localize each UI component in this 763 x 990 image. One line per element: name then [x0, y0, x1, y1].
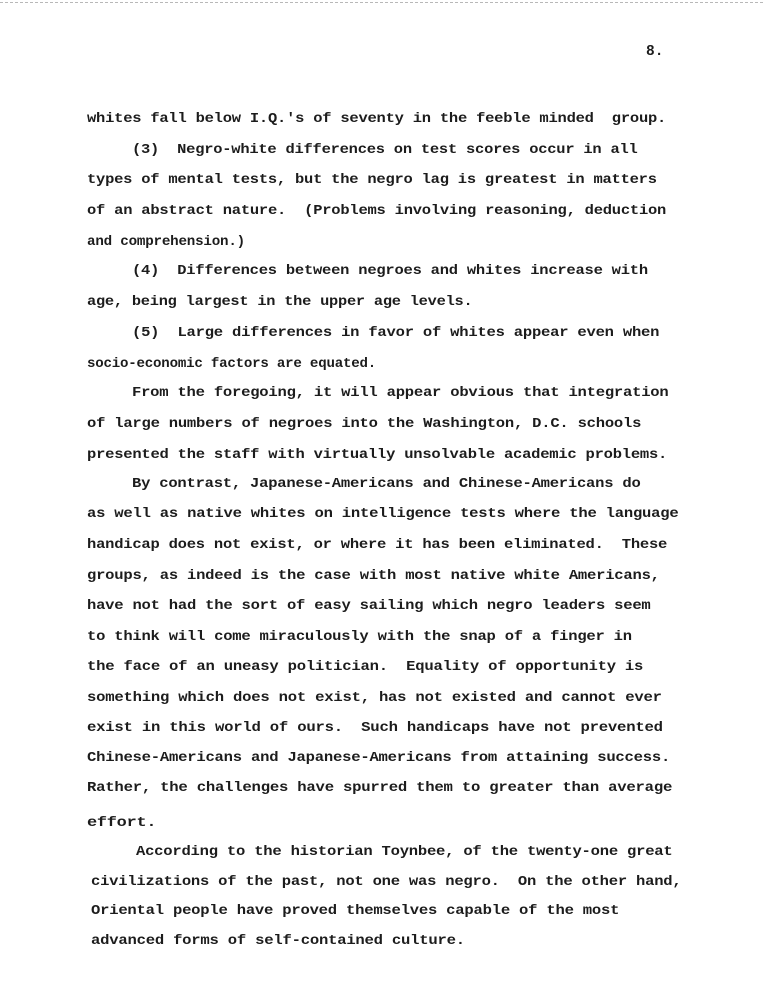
page-number: 8.	[646, 44, 664, 60]
text-line: (3) Negro-white differences on test scores occur in all	[132, 142, 638, 158]
text-line: Rather, the challenges have spurred them to greater than average	[87, 780, 673, 796]
text-line: of large numbers of negroes into the Washington, D.C. schools	[87, 416, 642, 432]
text-line: Chinese-Americans and Japanese-Americans from attaining success.	[87, 750, 671, 766]
text-line: types of mental tests, but the negro lag is greatest in matters	[87, 172, 657, 188]
text-line: as well as native whites on intelligence tests where the language	[87, 506, 679, 522]
text-line: the face of an uneasy politician. Equality of opportunity is	[87, 659, 644, 675]
text-line: and comprehension.)	[87, 234, 245, 250]
text-line: socio-economic factors are equated.	[87, 356, 376, 372]
text-line: whites fall below I.Q.'s of seventy in the feeble minded group.	[87, 111, 667, 127]
text-line: have not had the sort of easy sailing which negro leaders seem	[87, 598, 651, 614]
text-line: civilizations of the past, not one was negro. On the other hand,	[91, 874, 682, 890]
text-line: effort.	[87, 815, 157, 831]
text-line: advanced forms of self-contained culture.	[91, 933, 465, 949]
text-line: Oriental people have proved themselves capable of the most	[91, 903, 620, 919]
text-line: According to the historian Toynbee, of the twenty-one great	[136, 844, 673, 860]
page-top-edge	[0, 2, 763, 3]
text-line: age, being largest in the upper age levels.	[87, 294, 473, 310]
text-line: (5) Large differences in favor of whites appear even when	[132, 325, 660, 341]
text-line: From the foregoing, it will appear obvious that integration	[132, 385, 669, 401]
text-line: groups, as indeed is the case with most native white Americans,	[87, 568, 660, 584]
text-line: presented the staff with virtually unsolvable academic problems.	[87, 447, 668, 463]
text-line: exist in this world of ours. Such handicaps have not prevented	[87, 720, 663, 736]
text-line: handicap does not exist, or where it has been eliminated. These	[87, 537, 668, 553]
text-line: (4) Differences between negroes and whites increase with	[132, 263, 648, 279]
text-line: By contrast, Japanese-Americans and Chinese-Americans do	[132, 476, 641, 492]
text-line: to think will come miraculously with the snap of a finger in	[87, 629, 632, 645]
text-line: of an abstract nature. (Problems involving reasoning, deduction	[87, 203, 667, 219]
text-line: something which does not exist, has not existed and cannot ever	[87, 690, 662, 706]
